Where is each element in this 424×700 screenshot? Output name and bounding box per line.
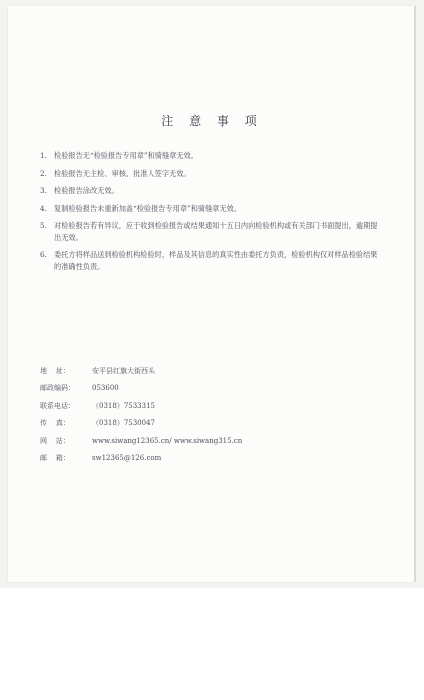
note-item-5 (40, 220, 380, 243)
contact-website (40, 432, 340, 450)
contact-value: www.siwang12365.cn/ www.siwang315.cn (92, 436, 243, 445)
notes-list (40, 150, 380, 278)
note-item-4 (40, 203, 380, 215)
note-item-6 (40, 249, 380, 272)
contact-email (40, 450, 340, 468)
note-number: 4. (40, 203, 47, 213)
contact-label: 邮政编码： (40, 384, 75, 393)
note-number: 2. (40, 168, 47, 178)
note-item-3 (40, 185, 380, 197)
contact-value: sw12365@126.com (92, 454, 162, 463)
note-text: 对检验报告若有异议，应于收到检验报告或结果通知十五日内向检验机构或有关部门书面提出，逾期提出无效。 (54, 221, 378, 242)
note-text: 检验报告无“检验报告专用章”和骑缝章无效。 (54, 151, 198, 160)
contact-label: 网 站： (40, 436, 70, 445)
contact-block (40, 362, 340, 467)
note-text: 复制检验报告未重新加盖“检验报告专用章”和骑缝章无效。 (54, 203, 242, 213)
contact-value: （0318）7530047 (92, 419, 155, 428)
contact-fax (40, 415, 340, 433)
note-item-2 (40, 168, 380, 180)
note-item-1 (40, 150, 380, 162)
contact-label: 邮 箱： (40, 454, 70, 463)
page-edge (414, 6, 416, 582)
note-number: 6. (40, 250, 47, 259)
note-number: 3. (40, 186, 47, 195)
page-title: 注 意 事 项 (161, 114, 263, 128)
contact-label: 传 真： (40, 419, 70, 428)
contact-postcode (40, 380, 340, 398)
contact-label: 地 址： (40, 366, 70, 375)
contact-value: 安平县红旗大街西头 (92, 366, 155, 375)
contact-value: 053600 (92, 384, 119, 393)
note-text: 委托方将样品送到检验机构检验时，样品及其信息的真实性由委托方负责，检验机构仅对样品检验结果的准确性负责。 (54, 250, 378, 271)
contact-label: 联系电话： (40, 401, 75, 410)
contact-phone (40, 397, 340, 415)
document-page (8, 6, 414, 582)
note-text: 检验报告涂改无效。 (54, 186, 119, 195)
note-text: 检验报告无主检、审核、批准人签字无效。 (54, 168, 191, 178)
contact-value: （0318）7533315 (92, 401, 155, 410)
note-number: 5. (40, 221, 47, 230)
note-number: 1. (40, 151, 47, 160)
contact-address (40, 362, 340, 380)
